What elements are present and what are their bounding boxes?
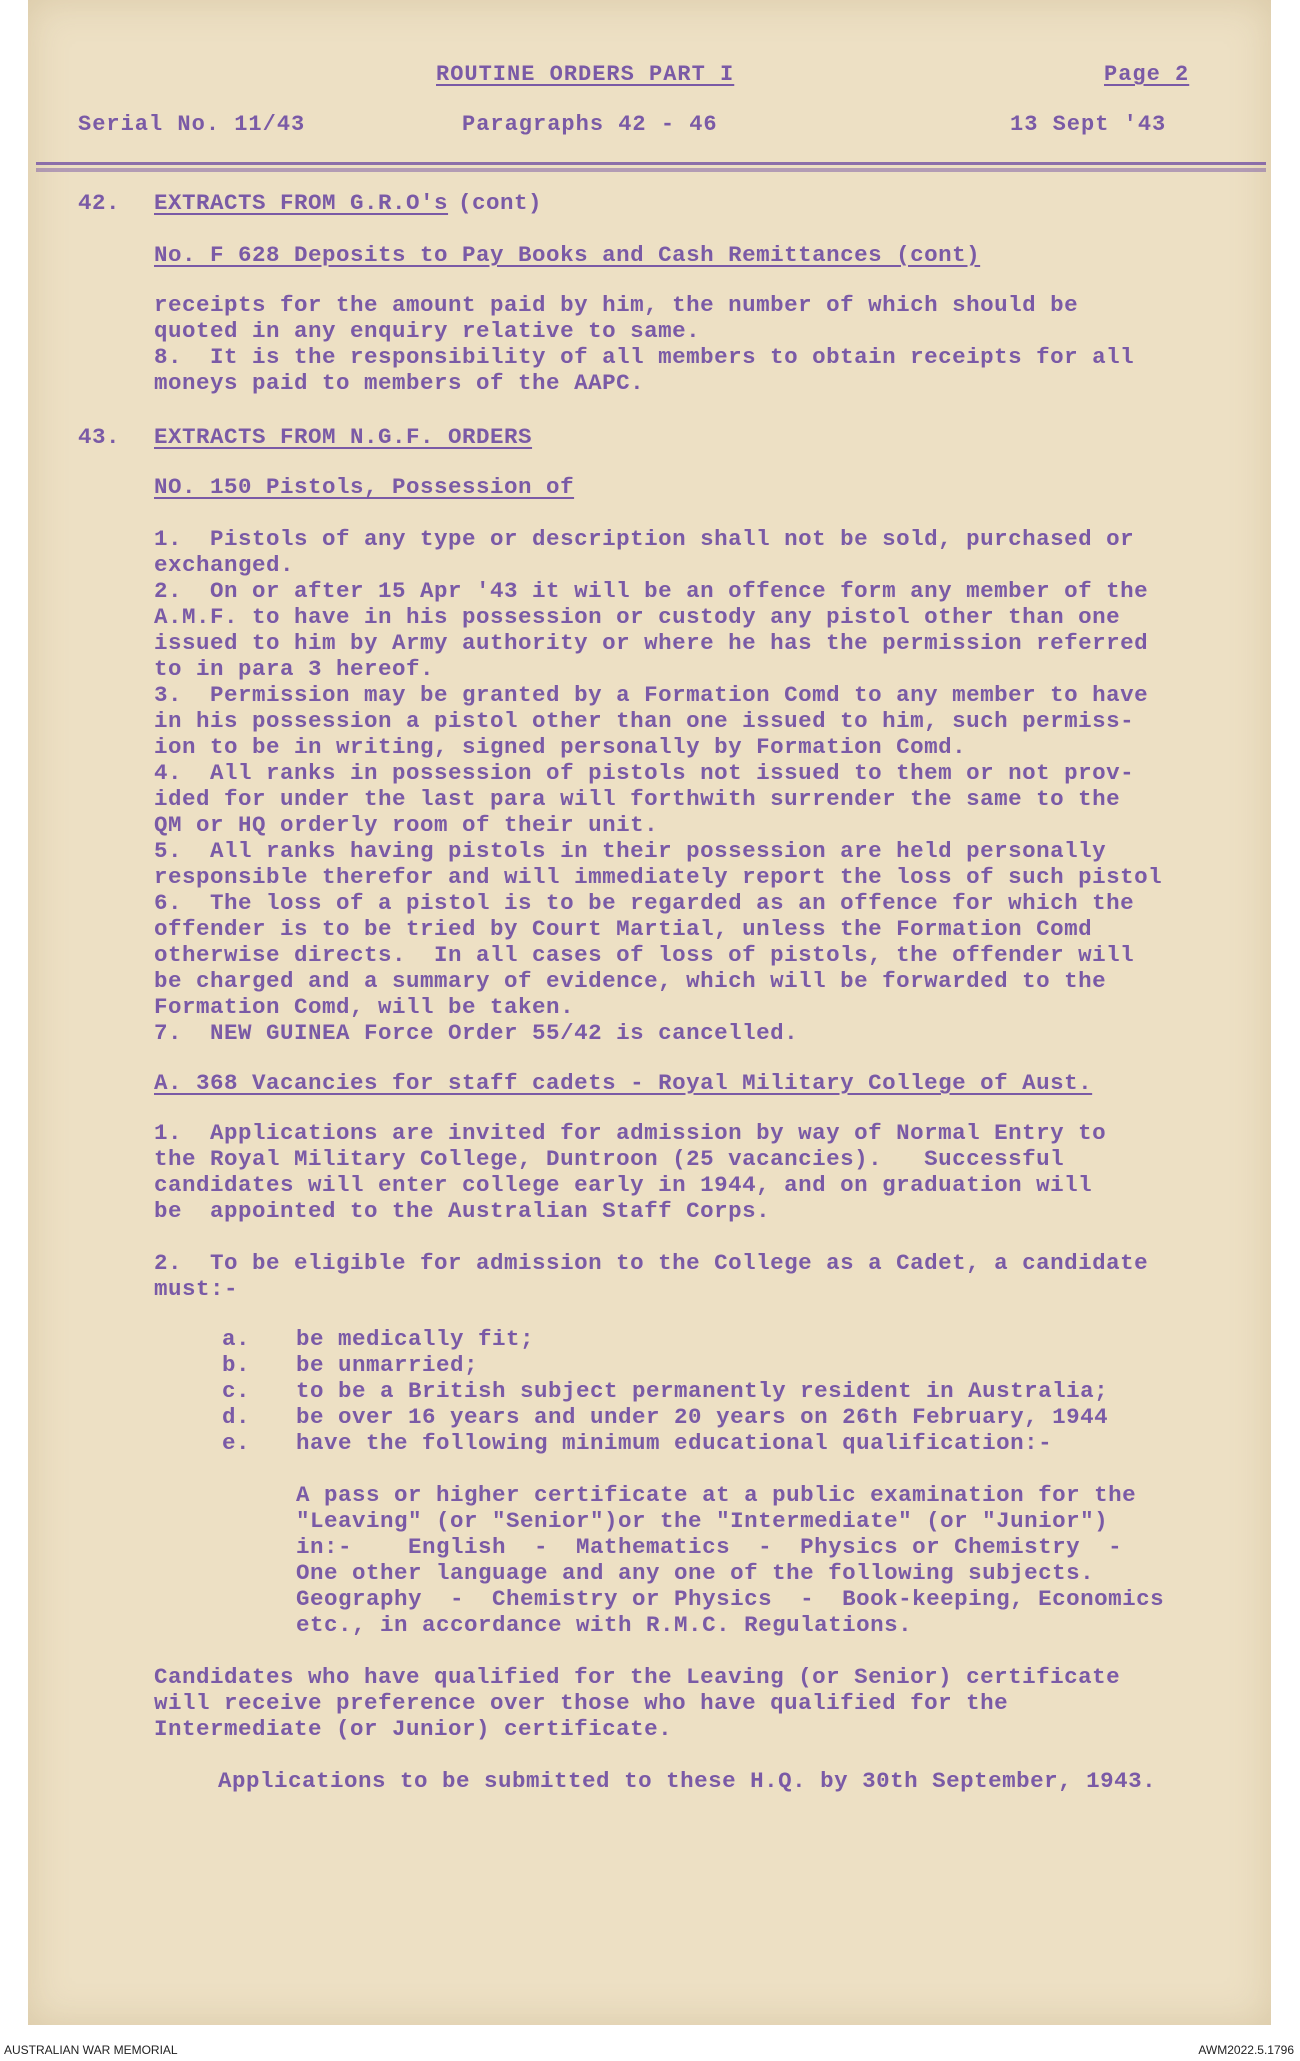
para-43-line: in his possession a pistol other than one issued to him, such permiss-	[154, 708, 1135, 734]
rmc-line: be appointed to the Australian Staff Corps.	[154, 1198, 771, 1224]
eligibility-letter: b.	[222, 1352, 251, 1378]
closing-line: will receive preference over those who have qualified for the	[154, 1690, 1009, 1716]
para-43-line: A.M.F. to have in his possession or custody any pistol other than one	[154, 604, 1121, 630]
qualification-line: in:- English - Mathematics - Physics or Chemistry -	[296, 1534, 1123, 1560]
para-43-line: ion to be in writing, signed personally by Formation Comd.	[154, 734, 967, 760]
serial-number: Serial No. 11/43	[78, 112, 306, 137]
para-43-line: to in para 3 hereof.	[154, 656, 435, 682]
para-43-line: otherwise directs. In all cases of loss of pistols, the offender will	[154, 942, 1135, 968]
para-43-line: exchanged.	[154, 552, 295, 578]
para-43-line: 4. All ranks in possession of pistols not issued to them or not prov-	[154, 760, 1135, 786]
qualification-line: etc., in accordance with R.M.C. Regulations.	[296, 1612, 913, 1638]
para-43-number: 43.	[78, 424, 121, 450]
para-43-heading: EXTRACTS FROM N.G.F. ORDERS	[154, 424, 533, 450]
eligibility-letter: e.	[222, 1430, 251, 1456]
para-43-line: 2. On or after 15 Apr '43 it will be an offence form any member of the	[154, 578, 1149, 604]
para-43-line: issued to him by Army authority or where he has the permission referred	[154, 630, 1149, 656]
header-rule	[36, 162, 1266, 165]
para-42-line: 8. It is the responsibility of all members to obtain receipts for all	[154, 344, 1135, 370]
paragraph-range: Paragraphs 42 - 46	[462, 112, 718, 137]
para-43-line: 3. Permission may be granted by a Formation Comd to any member to have	[154, 682, 1149, 708]
qualification-line: One other language and any one of the following subjects.	[296, 1560, 1095, 1586]
para-42-subheading: No. F 628 Deposits to Pay Books and Cash Remittances (cont)	[154, 242, 981, 268]
qualification-line: Geography - Chemistry or Physics - Book-keeping, Economics	[296, 1586, 1165, 1612]
order-date: 13 Sept '43	[1010, 112, 1167, 137]
para-43-line: be charged and a summary of evidence, which will be forwarded to the	[154, 968, 1107, 994]
eligibility-item: be unmarried;	[296, 1352, 479, 1378]
qualification-line: A pass or higher certificate at a public examination for the	[296, 1482, 1137, 1508]
eligibility-item: be over 16 years and under 20 years on 26th February, 1944	[296, 1404, 1109, 1430]
rmc-line: must:-	[154, 1276, 239, 1302]
eligibility-item: to be a British subject permanently resident in Australia;	[296, 1378, 1109, 1404]
eligibility-letter: a.	[222, 1326, 251, 1352]
para-42-line: quoted in any enquiry relative to same.	[154, 318, 701, 344]
para-42-number: 42.	[78, 190, 121, 216]
para-43-line: offender is to be tried by Court Martial, unless the Formation Comd	[154, 916, 1093, 942]
para-42-heading: EXTRACTS FROM G.R.O's	[154, 190, 449, 216]
para-43-line: 6. The loss of a pistol is to be regarded as an offence for which the	[154, 890, 1135, 916]
submission-instruction: Applications to be submitted to these H.Q. by 30th September, 1943.	[218, 1768, 1157, 1794]
para-43-line: 1. Pistols of any type or description shall not be sold, purchased or	[154, 526, 1135, 552]
rmc-line: the Royal Military College, Duntroon (25 vacancies). Successful	[154, 1146, 1065, 1172]
para-43-subheading: NO. 150 Pistols, Possession of	[154, 474, 575, 500]
para-43-line: responsible therefor and will immediately report the loss of such pistol	[154, 864, 1163, 890]
archive-reference: AWM2022.5.1796	[1198, 2043, 1294, 2057]
closing-line: Candidates who have qualified for the Leaving (or Senior) certificate	[154, 1664, 1121, 1690]
para-43-line: 5. All ranks having pistols in their possession are held personally	[154, 838, 1107, 864]
para-42-line: receipts for the amount paid by him, the number of which should be	[154, 292, 1079, 318]
eligibility-item: be medically fit;	[296, 1326, 535, 1352]
para-43-line: QM or HQ orderly room of their unit.	[154, 812, 659, 838]
para-43-line: Formation Comd, will be taken.	[154, 994, 575, 1020]
rmc-line: candidates will enter college early in 1944, and on graduation will	[154, 1172, 1093, 1198]
para-42-line: moneys paid to members of the AAPC.	[154, 370, 645, 396]
rmc-subheading: A. 368 Vacancies for staff cadets - Royal Military College of Aust.	[154, 1070, 1093, 1096]
document-title: ROUTINE ORDERS PART I	[436, 62, 735, 87]
closing-line: Intermediate (or Junior) certificate.	[154, 1716, 673, 1742]
para-43-line: 7. NEW GUINEA Force Order 55/42 is cancelled.	[154, 1020, 799, 1046]
header-rule-dashed	[36, 168, 1266, 172]
para-42-heading-suffix: (cont)	[458, 190, 543, 216]
rmc-line: 2. To be eligible for admission to the College as a Cadet, a candidate	[154, 1250, 1149, 1276]
rmc-line: 1. Applications are invited for admission by way of Normal Entry to	[154, 1120, 1107, 1146]
archive-credit: AUSTRALIAN WAR MEMORIAL	[4, 2043, 178, 2057]
eligibility-item: have the following minimum educational qualification:-	[296, 1430, 1053, 1456]
page-number: Page 2	[1104, 62, 1190, 87]
eligibility-letter: d.	[222, 1404, 251, 1430]
eligibility-letter: c.	[222, 1378, 251, 1404]
para-43-line: ided for under the last para will forthwith surrender the same to the	[154, 786, 1121, 812]
qualification-line: "Leaving" (or "Senior")or the "Intermediate" (or "Junior")	[296, 1508, 1109, 1534]
